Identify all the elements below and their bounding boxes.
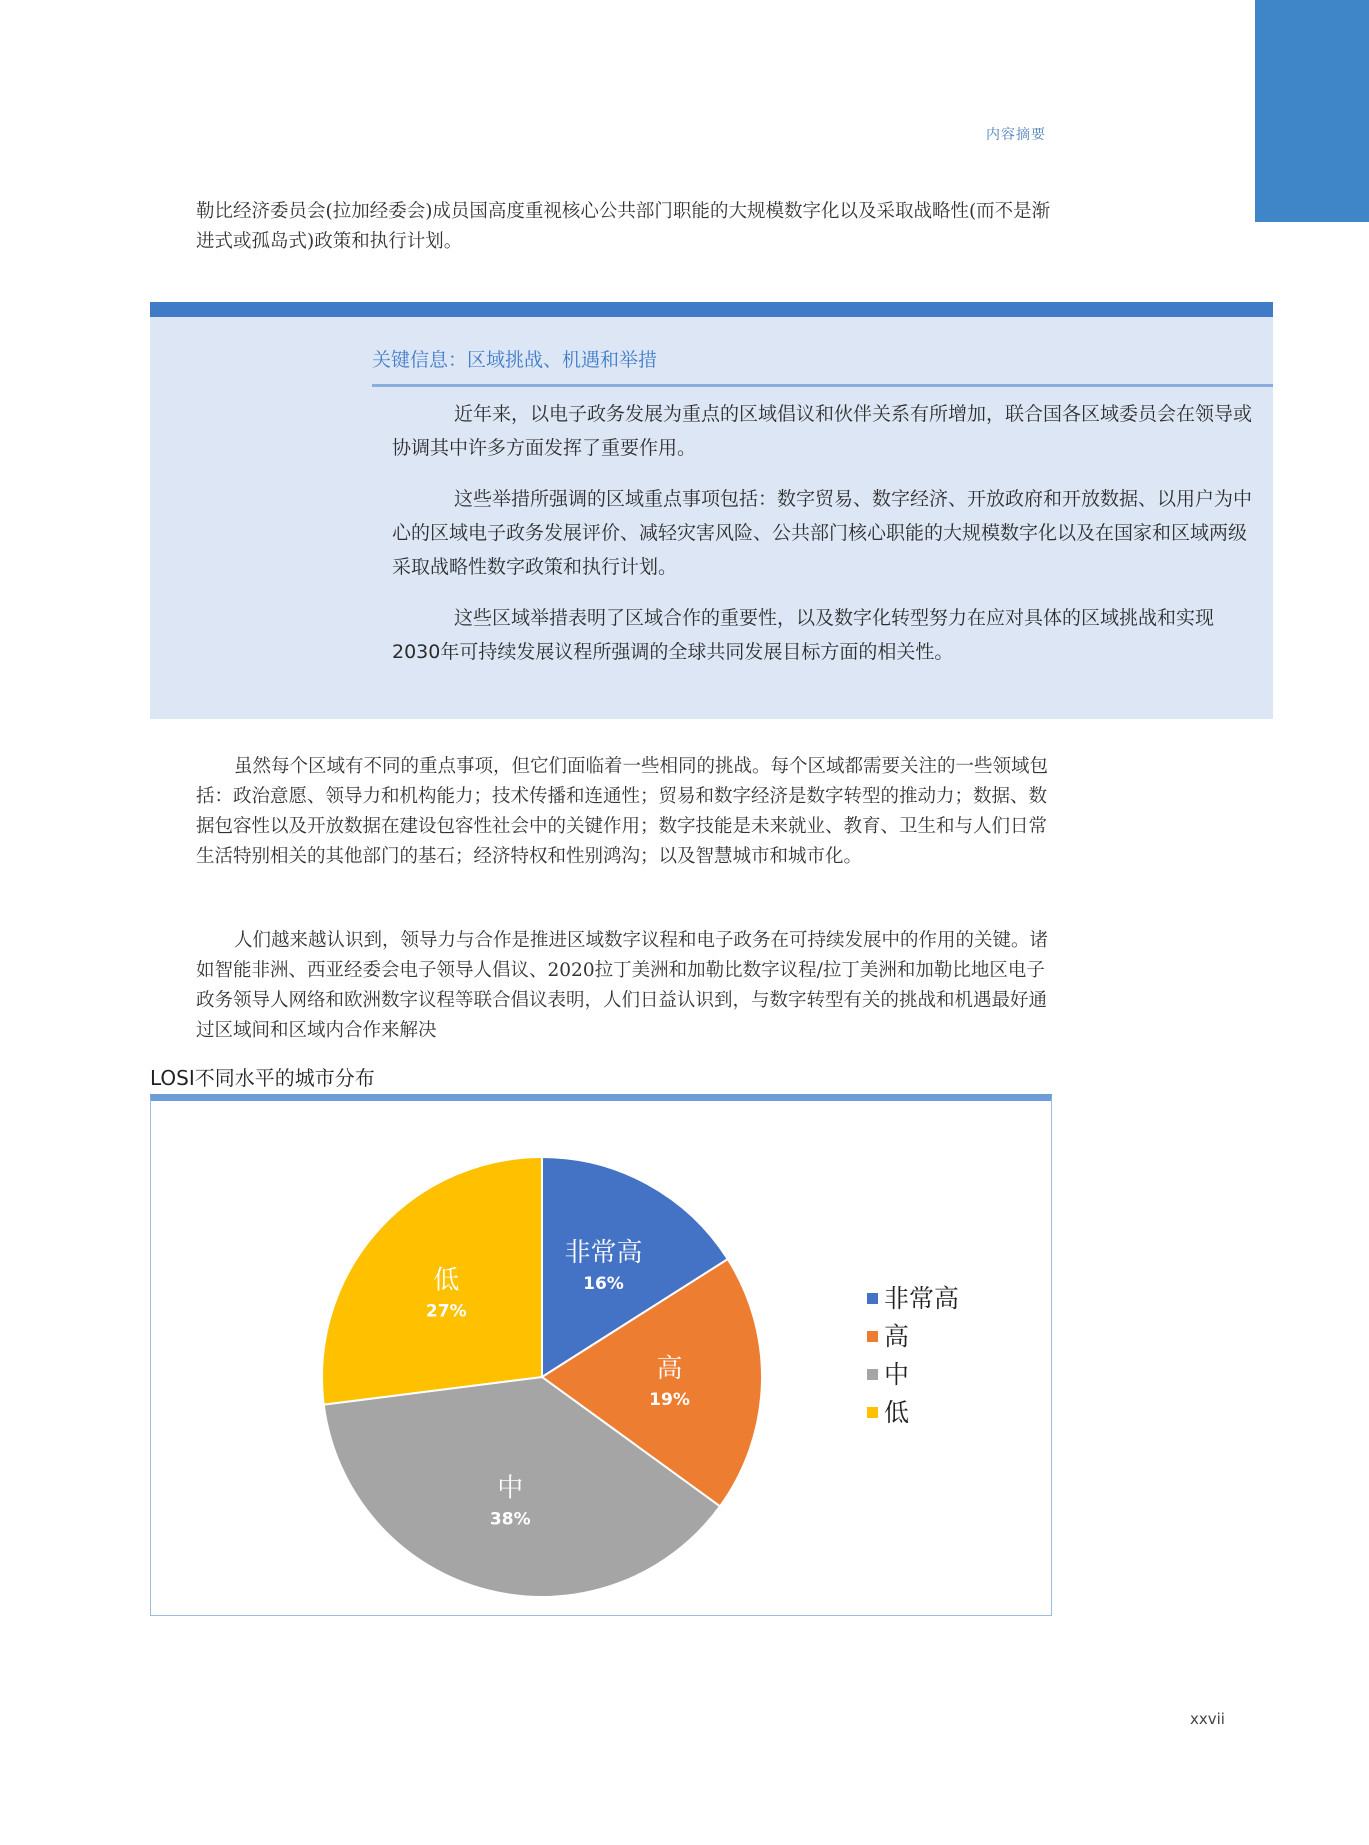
intro-paragraph: 勒比经济委员会(拉加经委会)成员国高度重视核心公共部门职能的大规模数字化以及采取战略性(而不是渐进式或孤岛式)政策和执行计划。 xyxy=(196,201,1051,252)
key-message-paragraph: 近年来，以电子政务发展为重点的区域倡议和伙伴关系有所增加，联合国各区域委员会在领导或协调其中许多方面发挥了重要作用。 xyxy=(392,403,1253,459)
key-messages-body xyxy=(392,397,1252,686)
legend-swatch xyxy=(867,1293,878,1304)
legend-swatch xyxy=(867,1369,878,1380)
slice-value-label: 38% xyxy=(489,1509,531,1530)
key-messages-rule xyxy=(372,384,1273,387)
legend-label: 高 xyxy=(884,1322,910,1351)
legend-swatch xyxy=(867,1407,878,1418)
key-message-paragraph: 这些举措所强调的区域重点事项包括：数字贸易、数字经济、开放政府和开放数据、以用户为中心的区域电子政务发展评价、减轻灾害风险、公共部门核心职能的大规模数字化以及在国家和区域两级采取战略性数字政策和执行计划。 xyxy=(392,488,1253,578)
slice-value-label: 19% xyxy=(649,1390,690,1411)
slice-value-label: 27% xyxy=(425,1301,467,1322)
running-head: 内容摘要 xyxy=(986,127,1046,143)
pie-slice-4 xyxy=(322,1157,542,1405)
slice-category-label: 高 xyxy=(656,1354,683,1385)
key-messages-title: 关键信息：区域挑战、机遇和举措 xyxy=(372,349,658,371)
corner-tab xyxy=(1255,0,1369,222)
slice-value-label: 16% xyxy=(583,1274,624,1295)
page-number: xxvii xyxy=(1190,1710,1225,1728)
body-paragraph-3 xyxy=(196,926,1052,1046)
body-paragraph-2 xyxy=(196,752,1052,872)
slice-category-label: 非常高 xyxy=(564,1238,643,1269)
pie-chart-frame xyxy=(150,1094,1052,1616)
key-messages-box xyxy=(150,302,1273,719)
legend-label: 非常高 xyxy=(884,1284,960,1313)
body-paragraph-3-text: 人们越来越认识到，领导力与合作是推进区域数字议程和电子政务在可持续发展中的作用的关键。诸如智能非洲、西亚经委会电子领导人倡议、2020拉丁美洲和加勒比数字议程/拉丁美洲和加勒比地区电子政务领导人网络和欧洲数字议程等联合倡议表明，人们日益认识到，与数字转型有关的挑战和机遇最好通过区域间和区域内合作来解决 xyxy=(196,930,1049,1041)
key-message-paragraph: 这些区域举措表明了区域合作的重要性，以及数字化转型努力在应对具体的区域挑战和实现2030年可持续发展议程所强调的全球共同发展目标方面的相关性。 xyxy=(392,607,1215,663)
figure-title: LOSI不同水平的城市分布 xyxy=(150,1066,375,1090)
slice-category-label: 低 xyxy=(433,1265,460,1296)
legend-label: 中 xyxy=(884,1360,910,1389)
legend-label: 低 xyxy=(884,1398,910,1427)
body-paragraph-2-text: 虽然每个区域有不同的重点事项，但它们面临着一些相同的挑战。每个区域都需要关注的一些领域包括：政治意愿、领导力和机构能力；技术传播和连通性；贸易和数字经济是数字转型的推动力；数据、数据包容性以及开放数据在建设包容性社会中的关键作用；数字技能是未来就业、教育、卫生和与人们日常生活特别相关的其他部门的基石；经济特权和性别鸿沟；以及智慧城市和城市化。 xyxy=(196,756,1049,867)
slice-category-label: 中 xyxy=(497,1473,524,1504)
legend-swatch xyxy=(867,1331,878,1342)
pie-chart xyxy=(151,1101,1051,1615)
